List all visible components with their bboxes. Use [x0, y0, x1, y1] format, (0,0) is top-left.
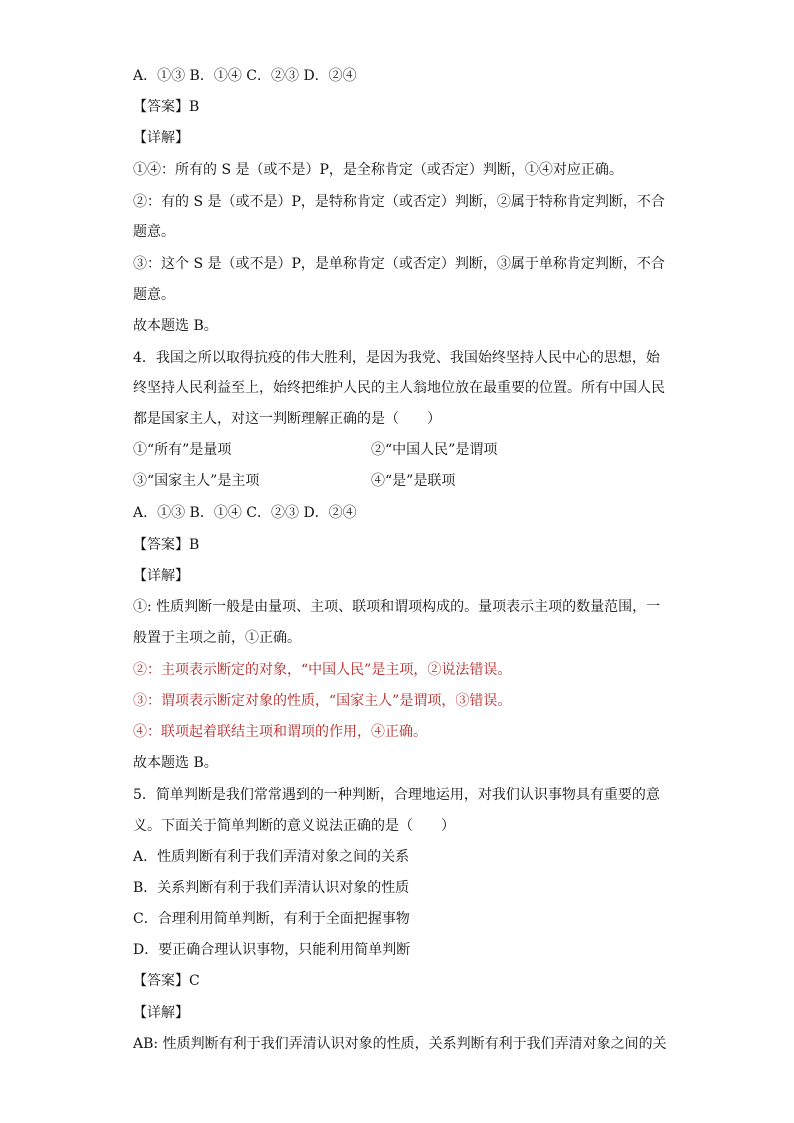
q3-answer: 【答案】B [133, 99, 200, 115]
q5-stem: 5．简单判断是我们常常遇到的一种判断，合理地运用，对我们认识事物具有重要的意 [133, 787, 660, 803]
q4-explain-line: ①: 性质判断一般是由量项、主项、联项和谓项构成的。量项表示主项的数量范围，一 [133, 599, 661, 615]
q4-item-3: ③“国家主人”是主项 [133, 473, 260, 489]
q4-explain-line: ③：谓项表示断定对象的性质，“国家主人”是谓项，③错误。 [133, 693, 512, 709]
q4-item-2: ②“中国人民”是谓项 [371, 442, 498, 458]
q3-conclusion: 故本题选 B。 [133, 318, 218, 334]
q5-explain-line: AB: 性质判断有利于我们弄清认识对象的性质，关系判断有利于我们弄清对象之间的关 [133, 1036, 667, 1052]
q3-options: A．①③ B．①④ C．②③ D．②④ [133, 68, 357, 84]
q4-item-4: ④“是”是联项 [371, 473, 456, 489]
q4-item-1: ①“所有”是量项 [133, 442, 232, 458]
q5-option-d: D．要正确合理认识事物，只能利用简单判断 [133, 942, 411, 958]
q4-answer: 【答案】B [133, 537, 200, 553]
q4-explain-line: 般置于主项之前，①正确。 [133, 630, 301, 646]
q4-explain-line: ②：主项表示断定的对象，“中国人民”是主项，②说法错误。 [133, 662, 512, 678]
q5-explain-heading: 【详解】 [133, 1005, 189, 1021]
q5-stem: 义。下面关于简单判断的意义说法正确的是（ ） [133, 818, 455, 834]
q5-option-a: A．性质判断有利于我们弄清对象之间的关系 [133, 849, 410, 865]
q5-answer: 【答案】C [133, 973, 200, 989]
q3-explain-line: 题意。 [133, 287, 175, 303]
q3-explain-line: 题意。 [133, 224, 175, 240]
q4-stem: 都是国家主人，对这一判断理解正确的是（ ） [133, 411, 441, 427]
q4-options: A．①③ B．①④ C．②③ D．②④ [133, 505, 357, 521]
q3-explain-line: ③：这个 S 是（或不是）P，是单称肯定（或否定）判断，③属于单称肯定判断，不合 [133, 256, 665, 272]
q4-stem: 4．我国之所以取得抗疫的伟大胜利，是因为我党、我国始终坚持人民中心的思想，始 [133, 350, 660, 366]
q5-option-c: C．合理利用简单判断，有利于全面把握事物 [133, 911, 410, 927]
q3-explain-line: ①④：所有的 S 是（或不是）P，是全称肯定（或否定）判断，①④对应正确。 [133, 162, 623, 178]
q4-explain-heading: 【详解】 [133, 568, 189, 584]
q5-option-b: B．关系判断有利于我们弄清认识对象的性质 [133, 880, 410, 896]
q4-explain-line: ④：联项起着联结主项和谓项的作用，④正确。 [133, 724, 427, 740]
q3-explain-line: ②：有的 S 是（或不是）P，是特称肯定（或否定）判断，②属于特称肯定判断，不合 [133, 194, 665, 210]
q3-explain-heading: 【详解】 [133, 130, 189, 146]
q4-stem: 终坚持人民利益至上，始终把维护人民的主人翁地位放在最重要的位置。所有中国人民 [133, 380, 665, 396]
q4-conclusion: 故本题选 B。 [133, 755, 218, 771]
